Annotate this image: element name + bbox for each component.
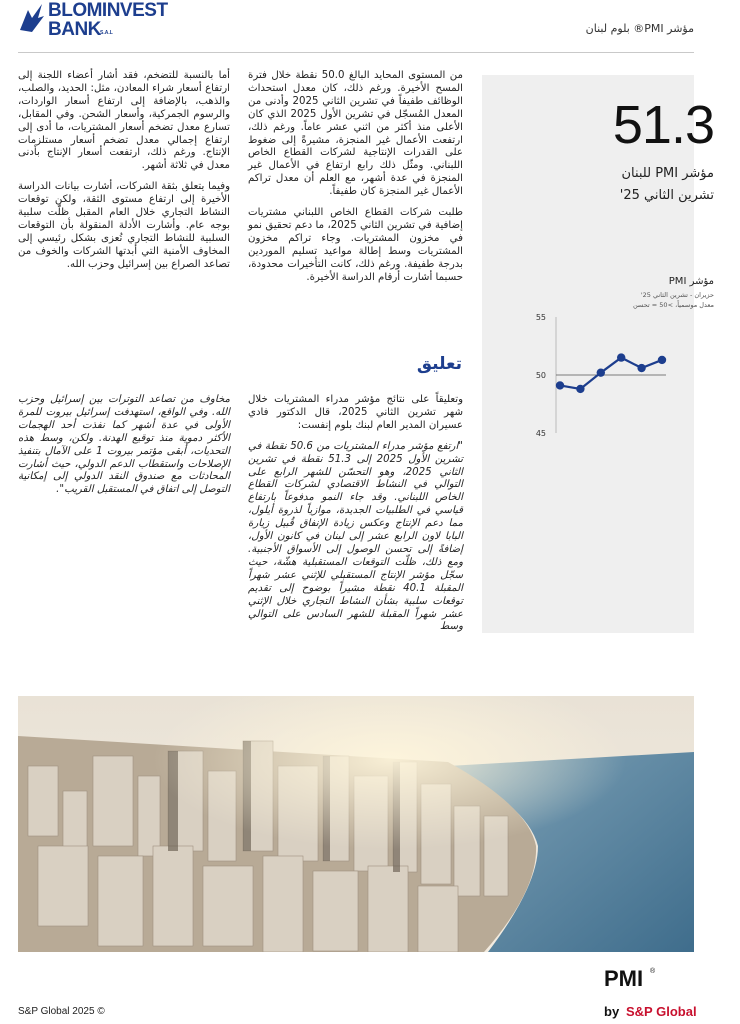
chart-title: مؤشر PMI: [668, 276, 714, 287]
y-tick-label: 50: [535, 371, 546, 380]
text-column-middle-bottom: [248, 394, 463, 642]
pmi-series-line: [560, 358, 662, 389]
y-tick-label: 45: [535, 429, 546, 438]
comment-intro: وتعليقاً على نتائج مؤشر مدراء المشتريات خلال شهر تشرين الثاني 2025، قال الدكتور فادي عسيران المدير العام لبنك بلوم إنفست:: [248, 394, 463, 431]
header-divider: [18, 52, 694, 53]
comment-quote: "ارتفع مؤشر مدراء المشتريات من 50.6 نقطة في تشرين الأول 2025 إلى 51.3 نقطة في تشرين الثاني 2025، وهو التحسّن للشهر الرابع على التوالي في النشاط الاقتصادي لشركات القطاع الخاص اللبناني. وقد جاء النمو مدفوعاً بارتفاع قياسي في الطلبيات الجديدة، موازياً لذروة أيلول، مما دعم الإنتاج وعكس زيادة الإنفاق قُبيل زيارة البابا لاون الرابع عشر إلى لبنان في كانون الأول، إضافةً إلى تحسن الوصول إلى الأسواق الأجنبية. ومع ذلك، ظلّت التوقعات المستقبلية هشّة، حيث سجّل مؤشر الإنتاج المستقبلي للإثني عشر شهراً المقبلة 40.1 نقطة مشيراً بوضوح إلى تقديم توقعات سلبية بشأن النشاط التجاري خلال الإثني عشر شهراً المقبلة للشهر السادس على التوالي وسط: [248, 440, 463, 633]
bank-logo: [18, 0, 188, 40]
bank-name-line2: BANK: [48, 19, 101, 40]
y-tick-label: 55: [535, 313, 546, 322]
bank-name-line1: BLOMINVEST: [48, 0, 168, 21]
registered-mark: ®: [650, 968, 656, 975]
comment-heading: تعليق: [416, 354, 462, 374]
beirut-coastline-photo: [18, 696, 694, 952]
paragraph: وفيما يتعلق بثقة الشركات، أشارت بيانات الدراسة الأخيرة إلى ارتفاع مستوى الثقة، ولكن توقعات النشاط التجاري خلال العام المقبل ظلّت سلبية بوجه عام. وأشارت الأدلة المنقولة بأن التوقعات السلبية للنشاط التجاري تُعزى بشكل رئيسي إلى المخاوف الأمنية التي أبدتها الشركات والخوف من تصاعد الصراع بين إسرائيل وحزب الله.: [18, 181, 230, 270]
by-label: by: [604, 1004, 620, 1019]
copyright-notice: S&P Global 2025 ©: [18, 1006, 105, 1017]
data-point: [658, 356, 666, 364]
headline-label: مؤشر PMI للبنان: [621, 166, 714, 181]
data-point: [597, 368, 605, 376]
chart-note: معدل موسمياً، >50 = تحسن: [632, 301, 714, 309]
bank-suffix: S.A.L: [100, 30, 113, 36]
headline-pmi-value: 51.3: [612, 95, 714, 155]
bank-logo-icon: [18, 4, 44, 32]
text-column-left-bottom: [18, 394, 230, 505]
text-column-left-top: [18, 70, 230, 280]
text-column-middle-top: [248, 70, 463, 293]
page-header-title: مؤشر PMI® بلوم لبنان: [585, 22, 694, 35]
paragraph: من المستوى المحايد البالغ 50.0 نقطة خلال فترة المسح الأخيرة. ورغم ذلك، كان معدل استحداث الوظائف طفيفاً في تشرين الثاني 2025 وأدنى من المعدل المُسجّل في تشرين الأول 2025 الذي كان الأعلى منذ أكثر من اثني عشر عاماً. ورغم ذلك، ارتفعت الأعمال غير المنجزة، مشيرةً إلى ضغوط على القدرات الإنتاجية لشركات القطاع الخاص اللبناني. ومثّل ذلك رابع ارتفاع في الأعمال غير المنجزة في عدة أشهر، مع العلم أن معدل تراكم الأعمال غير المنجزة كان طفيفاً.: [248, 70, 463, 198]
data-point: [576, 385, 584, 393]
chart-subtitle: حزيران - تشرين الثاني 25': [640, 291, 714, 299]
headline-period: تشرين الثاني 25': [619, 188, 714, 203]
data-point: [617, 353, 625, 361]
sp-global-logo: S&P Global: [626, 1004, 697, 1019]
pmi-line-chart: [482, 305, 694, 450]
data-point: [556, 381, 564, 389]
paragraph: طلبت شركات القطاع الخاص اللبناني مشتريات إضافية في تشرين الثاني 2025، ما دعم تحقيق نمو في مخزون المشتريات. وجاء تراكم مخزون المشتريات وسط إطالة مواعيد تسليم الموردين بدرجة طفيفة. ورغم ذلك، كانت التأخيرات محدودة، حسبما أشارت أرقام الدراسة الأخيرة.: [248, 207, 463, 283]
paragraph: أما بالنسبة للتضخم، فقد أشار أعضاء اللجنة إلى ارتفاع أسعار شراء المعادن، مثل: الحديد، والصلب، والذهب، بالإضافة إلى ارتفاع أسعار الواردات، والرسوم الجمركية، وأسعار الشحن. وفي المقابل، تسارع معدل تضخم أسعار المشتريات، ما أدى إلى ارتفاع إجمالي معدل تضخم أسعار مستلزمات الإنتاج. ورغم ذلك، ارتفعت أسعار الإنتاج بأدنى معدل في ثلاثة أشهر.: [18, 70, 230, 172]
pmi-brand-logo: PMI: [604, 966, 644, 991]
comment-quote-continued: مخاوف من تصاعد التوترات بين إسرائيل وحزب الله. وفي الواقع، استهدفت إسرائيل بيروت للمرة الأولى في عدة أشهر كما نفذت أحد الهجمات الأكثر دموية منذ توقيع الهدنة. ولكن، وسط هذه التحديات، أبقى مؤتمر بيروت 1 على الآمال بتنفيذ الإصلاحات واستقطاب الدعم الدولي، حيث أشارت المحادثات مع صندوق النقد الدولي إلى إمكانية التوصل إلى اتفاق في المستقبل القريب".: [18, 394, 230, 496]
data-point: [637, 364, 645, 372]
